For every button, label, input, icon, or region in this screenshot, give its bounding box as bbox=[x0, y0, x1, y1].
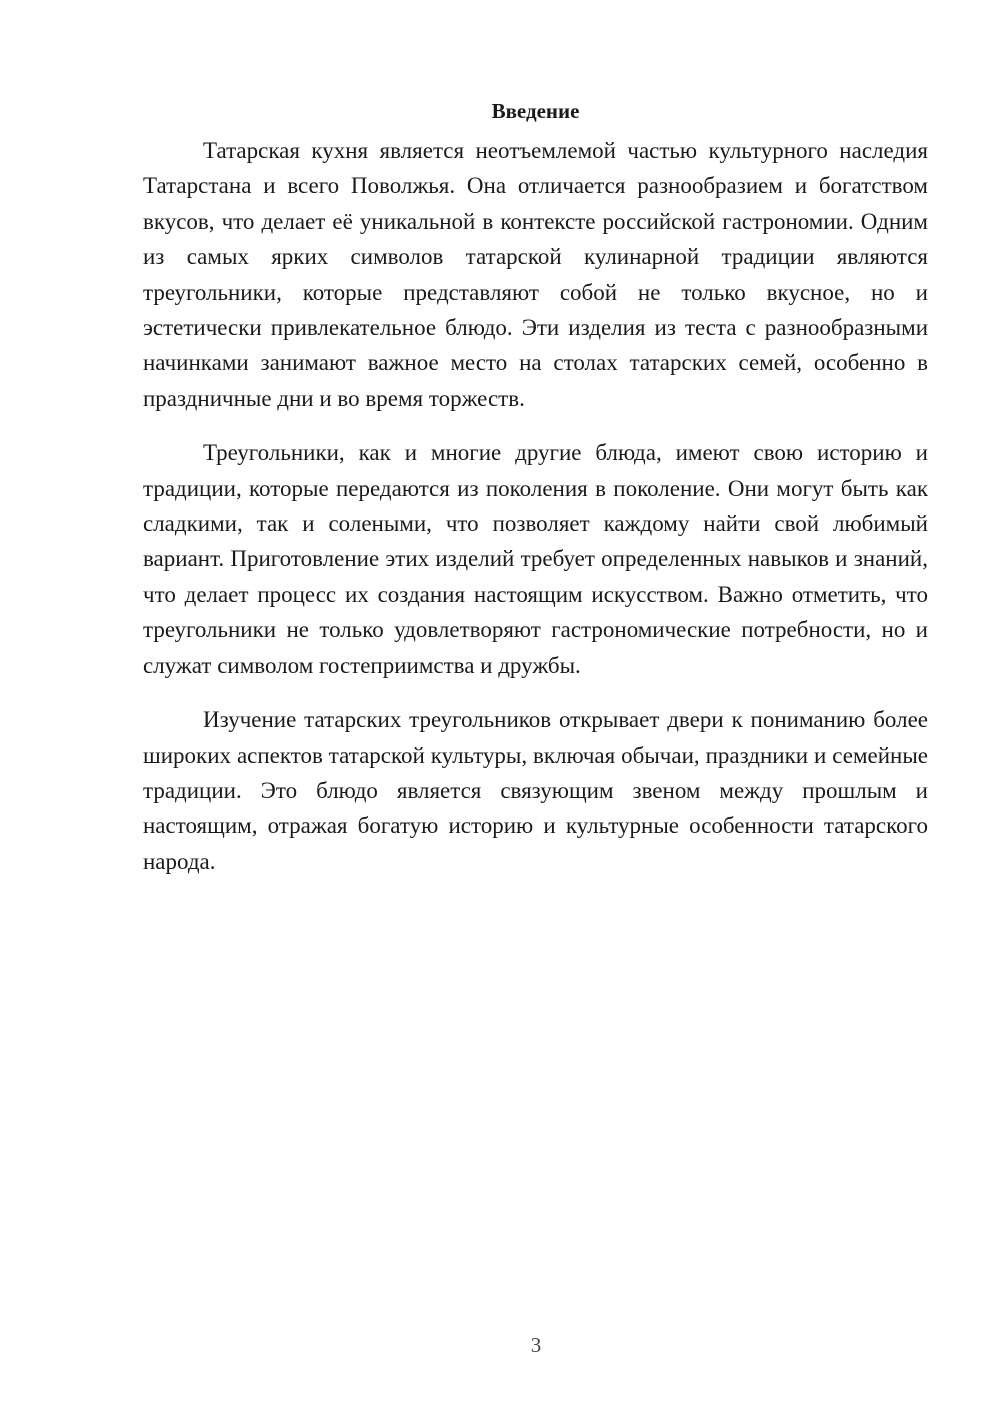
paragraph-2: Треугольники, как и многие другие блюда, имеют свою историю и традиции, которые передаются из поколения в поколение. Они могут быть как сладкими, так и солеными, что позволяет каждому найти свой любимый вариант. Приготовление этих изделий требует определенных навыков и знаний, что делает процесс их создания настоящим искусством. Важно отметить, что треугольники не только удовлетворяют гастрономические потребности, но и служат символом гостеприимства и дружбы. bbox=[143, 440, 928, 678]
section-title: Введение bbox=[491, 99, 580, 123]
page-content bbox=[143, 96, 928, 898]
page-number: 3 bbox=[530, 1333, 542, 1357]
paragraph-1: Татарская кухня является неотъемлемой частью культурного наследия Татарстана и всего Поволжья. Она отличается разнообразием и богатством вкусов, что делает её уникальной в контексте российской гастрономии. Одним из самых ярких символов татарской кулинарной традиции являются треугольники, которые представляют собой не только вкусное, но и эстетически привлекательное блюдо. Эти изделия из теста с разнообразными начинками занимают важное место на столах татарских семей, особенно в праздничные дни и во время торжеств. bbox=[143, 138, 928, 411]
paragraph-3: Изучение татарских треугольников открывает двери к пониманию более широких аспектов татарской культуры, включая обычаи, праздники и семейные традиции. Это блюдо является связующим звеном между прошлым и настоящим, отражая богатую историю и культурные особенности татарского народа. bbox=[143, 707, 928, 874]
